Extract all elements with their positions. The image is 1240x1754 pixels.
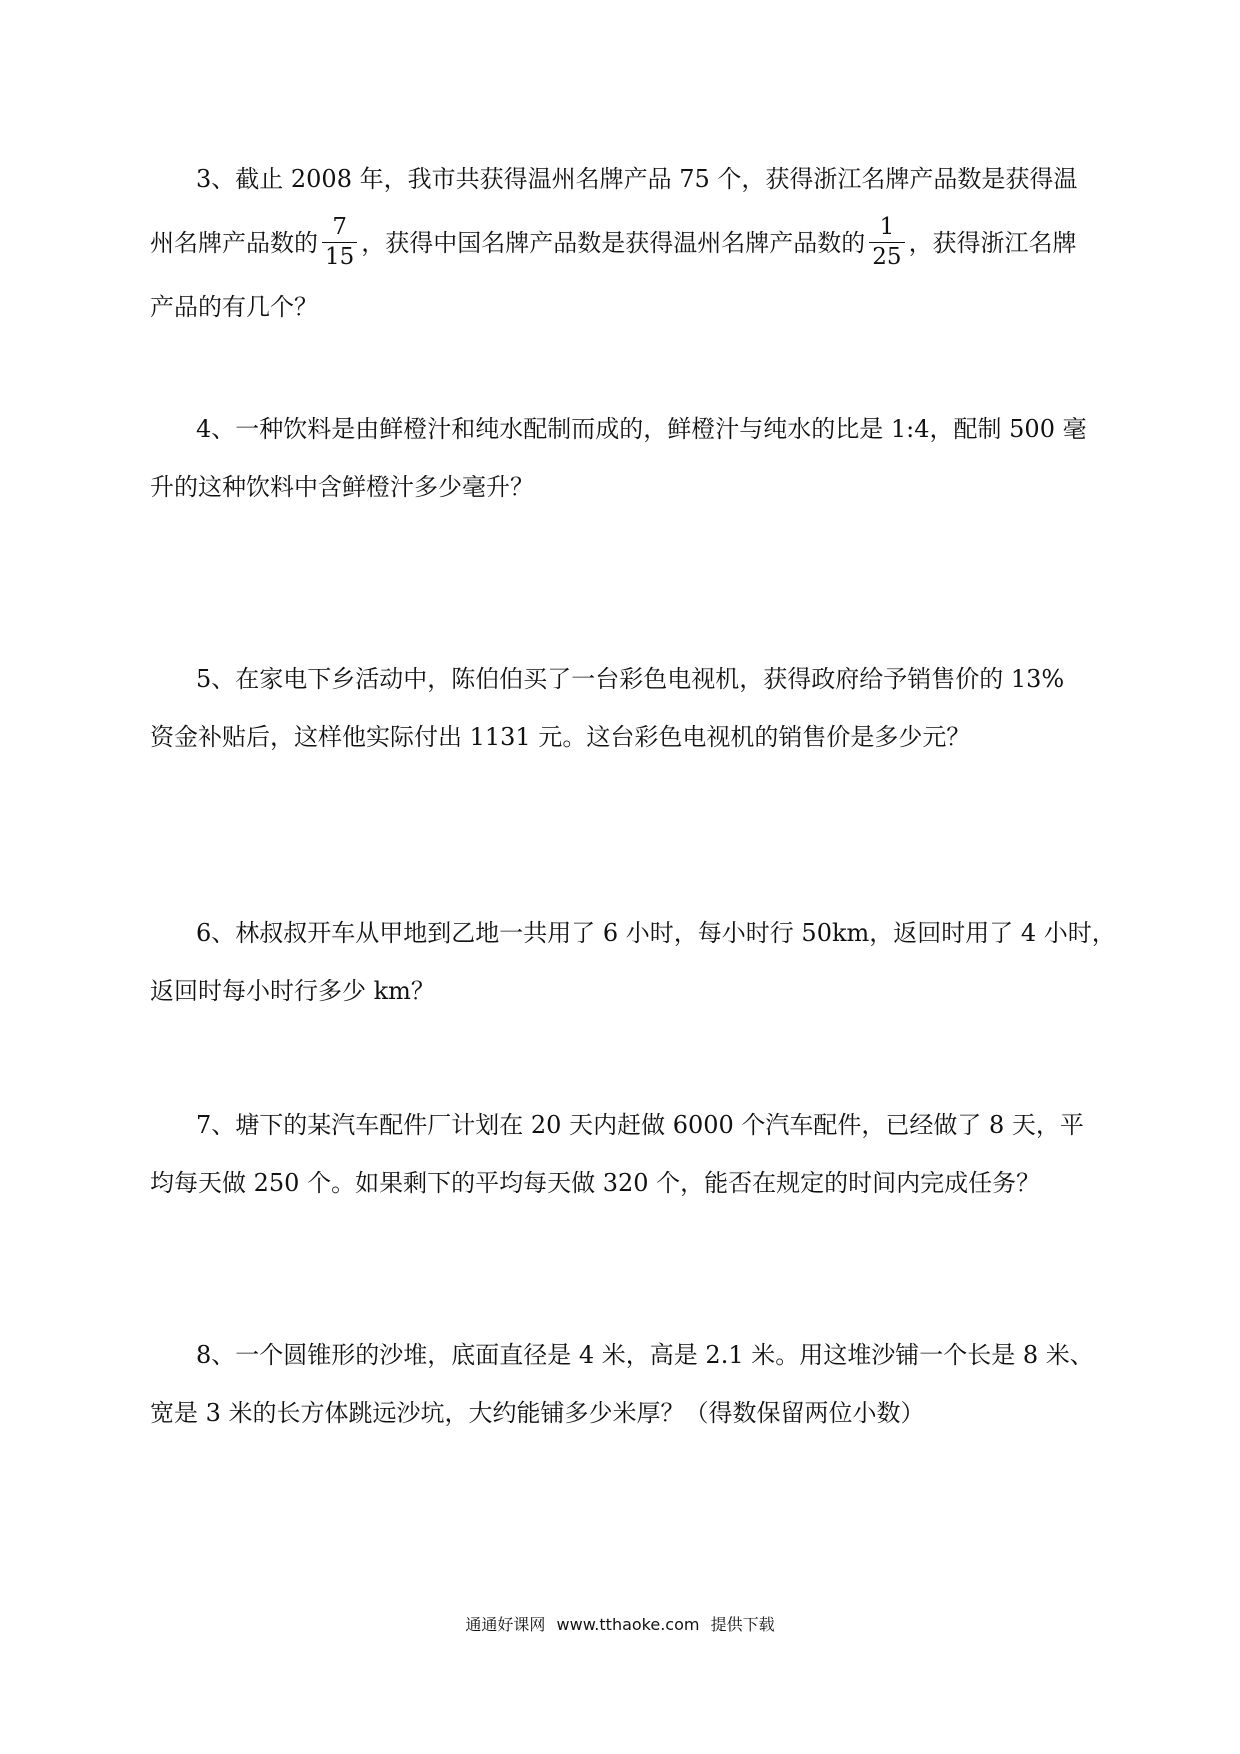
fraction-7-15 [322,216,357,269]
problem-4-line-2: 升的这种饮料中含鲜橙汁多少毫升？ [150,473,534,501]
problem-3-line-1: 3、截止 2008 年，我市共获得温州名牌产品 75 个，获得浙江名牌产品数是获得温 [196,165,1078,193]
problem-6-line-2: 返回时每小时行多少 km？ [150,977,435,1005]
page-footer [0,1612,1240,1635]
footer-suffix: 提供下载 [710,1615,775,1634]
footer-site-name: 通通好课网 [465,1615,546,1634]
problem-5 [150,650,1094,766]
problem-8-line-1: 8、一个圆锥形的沙堆，底面直径是 4 米，高是 2.1 米。用这堆沙铺一个长是 8 米、 [196,1341,1094,1369]
problem-8 [150,1326,1094,1442]
problem-3 [150,150,1094,336]
problem-5-line-2: 资金补贴后，这样他实际付出 1131 元。这台彩色电视机的销售价是多少元？ [150,723,971,751]
problem-4 [150,400,1094,516]
problem-4-line-1: 4、一种饮料是由鲜橙汁和纯水配制而成的，鲜橙汁与纯水的比是 1:4，配制 500 毫 [196,415,1087,443]
problem-3-text-c: ，获得浙江名牌 [908,229,1077,257]
problem-3-text-b: ，获得中国名牌产品数是获得温州名牌产品数的 [361,229,866,257]
problem-6 [150,904,1116,1020]
problem-7-line-2: 均每天做 250 个。如果剩下的平均每天做 320 个，能否在规定的时间内完成任务？ [150,1169,1041,1197]
problem-7 [150,1096,1094,1212]
problem-3-text-a: 州名牌产品数的 [150,229,318,257]
fraction-denominator: 25 [872,244,902,270]
problem-7-line-1: 7、塘下的某汽车配件厂计划在 20 天内赶做 6000 个汽车配件，已经做了 8 天，平 [196,1111,1084,1139]
fraction-denominator: 15 [325,244,355,270]
fraction-1-25 [869,216,904,269]
problem-5-line-1: 5、在家电下乡活动中，陈伯伯买了一台彩色电视机，获得政府给予销售价的 13% [196,665,1065,693]
problem-8-line-2: 宽是 3 米的长方体跳远沙坑，大约能铺多少米厚？（得数保留两位小数） [150,1399,925,1427]
fraction-numerator: 1 [869,216,904,243]
footer-url[interactable]: www.tthaoke.com [556,1615,700,1634]
fraction-numerator: 7 [322,216,357,243]
problem-3-line-2 [150,208,1094,278]
problem-3-line-3: 产品的有几个？ [150,293,318,321]
problem-6-line-1: 6、林叔叔开车从甲地到乙地一共用了 6 小时，每小时行 50km，返回时用了 4 小时， [196,919,1116,947]
